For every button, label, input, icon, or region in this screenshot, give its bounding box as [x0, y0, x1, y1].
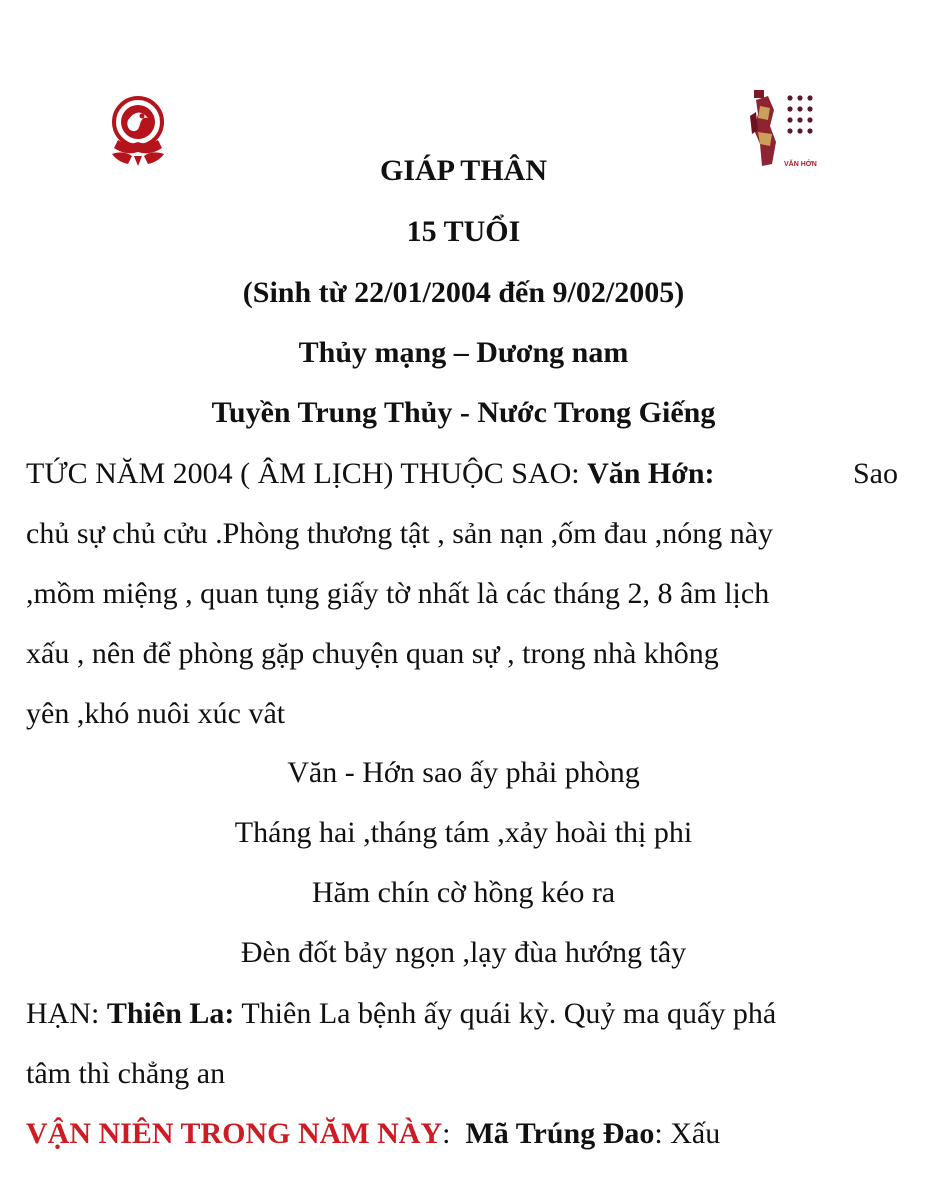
- van-nien-paragraph: [26, 1104, 906, 1164]
- han-line-2: tâm thì chẳng an: [26, 1057, 226, 1090]
- han-label: HẠN:: [26, 997, 100, 1030]
- star-line-2: chủ sự chủ cửu .Phòng thương tật , sản nạn ,ốm đau ,nóng này: [26, 517, 774, 550]
- element-line: Thủy mạng – Dương nam: [298, 336, 629, 369]
- van-nien-label: VẬN NIÊN TRONG NĂM NÀY: [26, 1117, 443, 1150]
- han-name: Thiên La:: [106, 997, 235, 1030]
- van-nien-line: [26, 1104, 906, 1164]
- age-heading: 15 TUỔI: [406, 215, 521, 248]
- birth-range: (Sinh từ 22/01/2004 đến 9/02/2005): [242, 276, 685, 309]
- star-name: Văn Hớn:: [587, 457, 715, 490]
- star-line-3: ,mồm miệng , quan tụng giấy tờ nhất là các tháng 2, 8 âm lịch: [26, 577, 770, 610]
- star-paragraph: [26, 444, 906, 744]
- verse-line-3: Hăm chín cờ hồng kéo ra: [311, 876, 616, 909]
- verse-line-1: Văn - Hớn sao ấy phải phòng: [287, 756, 640, 789]
- han-line-1: [26, 984, 906, 1044]
- van-nien-result: : Xấu: [654, 1117, 721, 1150]
- destiny-line: Tuyền Trung Thủy - Nước Trong Giếng: [211, 396, 716, 429]
- star-line-4: xấu , nên để phòng gặp chuyện quan sự , trong nhà không: [26, 637, 719, 670]
- logo-caption: VĂN HỚN: [784, 161, 817, 168]
- verse-line-2: Tháng hai ,tháng tám ,xảy hoài thị phi: [234, 816, 693, 849]
- star-line-1: [26, 444, 906, 504]
- han-text: Thiên La bệnh ấy quái kỳ. Quỷ ma quấy phá: [241, 997, 777, 1030]
- van-nien-colon: :: [442, 1117, 451, 1150]
- star-line-5: yên ,khó nuôi xúc vât: [26, 697, 286, 730]
- star-prefix: TỨC NĂM 2004 ( ÂM LỊCH) THUỘC SAO:: [26, 457, 580, 490]
- han-paragraph: [26, 984, 906, 1104]
- van-nien-name: Mã Trúng Đao: [465, 1117, 655, 1150]
- page-title: GIÁP THÂN: [380, 154, 547, 187]
- star-text-start: Sao: [853, 457, 898, 490]
- verse-line-4: Đèn đốt bảy ngọn ,lạy đùa hướng tây: [240, 936, 687, 969]
